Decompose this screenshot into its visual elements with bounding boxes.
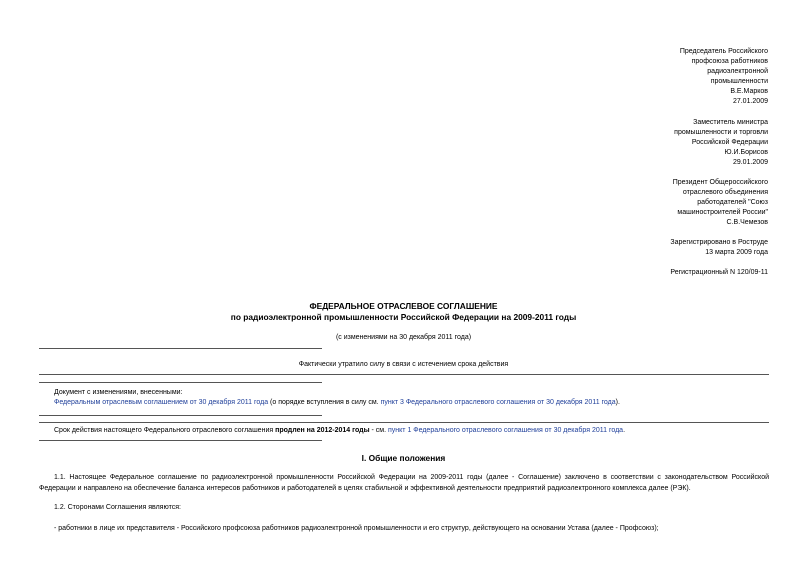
divider: [39, 348, 322, 349]
divider: [39, 440, 322, 441]
divider: [39, 415, 322, 416]
approval-line: Заместитель министра: [693, 119, 768, 126]
approval-signatory: В.Е.Марков: [730, 88, 768, 95]
paragraph-1-2-workers: - работники в лице их представителя - Российского профсоюза работников радиоэлектронной промышленности и его структур, действующего на основании Устава (далее - Профсоюз);: [54, 525, 659, 532]
registration-date: 13 марта 2009 года: [705, 249, 768, 256]
approval-line: Российской Федерации: [691, 139, 768, 146]
approval-signatory: Ю.И.Борисов: [724, 149, 768, 156]
approval-date: 29.01.2009: [732, 159, 768, 166]
changes-label: Документ с изменениями, внесенными:: [54, 389, 183, 396]
approval-line: промышленности: [710, 78, 768, 85]
title-line-1: ФЕДЕРАЛЬНОЕ ОТРАСЛЕВОЕ СОГЛАШЕНИЕ: [309, 301, 498, 311]
approval-line: радиоэлектронной: [707, 68, 768, 75]
amendment-link[interactable]: Федеральным отраслевым соглашением от 30 декабря 2011 года: [54, 399, 269, 406]
amendment-clause-link[interactable]: пункт 3 Федерального отраслевого соглашения от 30 декабря 2011 года: [380, 399, 616, 406]
approval-line: работодателей "Союз: [697, 199, 768, 206]
approval-line: промышленности и торговли: [674, 129, 768, 136]
approval-line: Президент Общероссийского: [672, 179, 768, 186]
changes-line: Федеральным отраслевым соглашением от 30 декабря 2011 года (о порядке вступления в силу см. пункт 3 Федерального отраслевого соглашения от 30 декабря 2011 года).: [54, 399, 620, 406]
document-title: [0, 301, 807, 323]
divider: [39, 374, 769, 375]
revision-note: (с изменениями на 30 декабря 2011 года): [335, 334, 472, 341]
approval-block-ministry: [674, 118, 768, 168]
divider: [39, 382, 322, 383]
registration-number: Регистрационный N 120/09-11: [670, 269, 768, 276]
approval-block-union: [680, 47, 768, 107]
paragraph-1-2: 1.2. Сторонами Соглашения являются:: [54, 504, 181, 511]
status-note: Фактически утратило силу в связи с истечением срока действия: [298, 361, 509, 368]
approval-block-employers: [673, 178, 768, 228]
approval-date: 27.01.2009: [732, 98, 768, 105]
registration-block: [670, 238, 768, 258]
approval-line: Председатель Российского: [679, 48, 768, 55]
approval-signatory: С.В.Чемезов: [726, 219, 768, 226]
paragraph-1-1: 1.1. Настоящее Федеральное соглашение по радиоэлектронной промышленности Российской Федерации на 2009-2011 годы (далее - Соглашение) заключено в соответствии с законодательством Российской Федерации и направлено на обеспечение баланса интересов работников и работодателей в целях стабильной и эффективной деятельности предприятий радиоэлектронного комплекса далее (РЭК).: [39, 474, 769, 492]
validity-extension: продлен на 2012-2014 годы: [275, 427, 370, 434]
title-line-2: по радиоэлектронной промышленности Российской Федерации на 2009-2011 годы: [230, 312, 577, 322]
divider: [39, 422, 769, 423]
approval-line: профсоюза работников: [691, 58, 768, 65]
approval-line: машиностроителей России": [677, 209, 768, 216]
approval-line: отраслевого объединения: [682, 189, 768, 196]
validity-link[interactable]: пункт 1 Федерального отраслевого соглашения от 30 декабря 2011 года: [388, 427, 624, 434]
registration-line: Зарегистрировано в Роструде: [670, 239, 768, 246]
validity-line: Срок действия настоящего Федерального отраслевого соглашения продлен на 2012-2014 годы - см. пункт 1 Федерального отраслевого соглашения от 30 декабря 2011 года.: [54, 427, 626, 434]
section-heading: I. Общие положения: [361, 453, 446, 463]
